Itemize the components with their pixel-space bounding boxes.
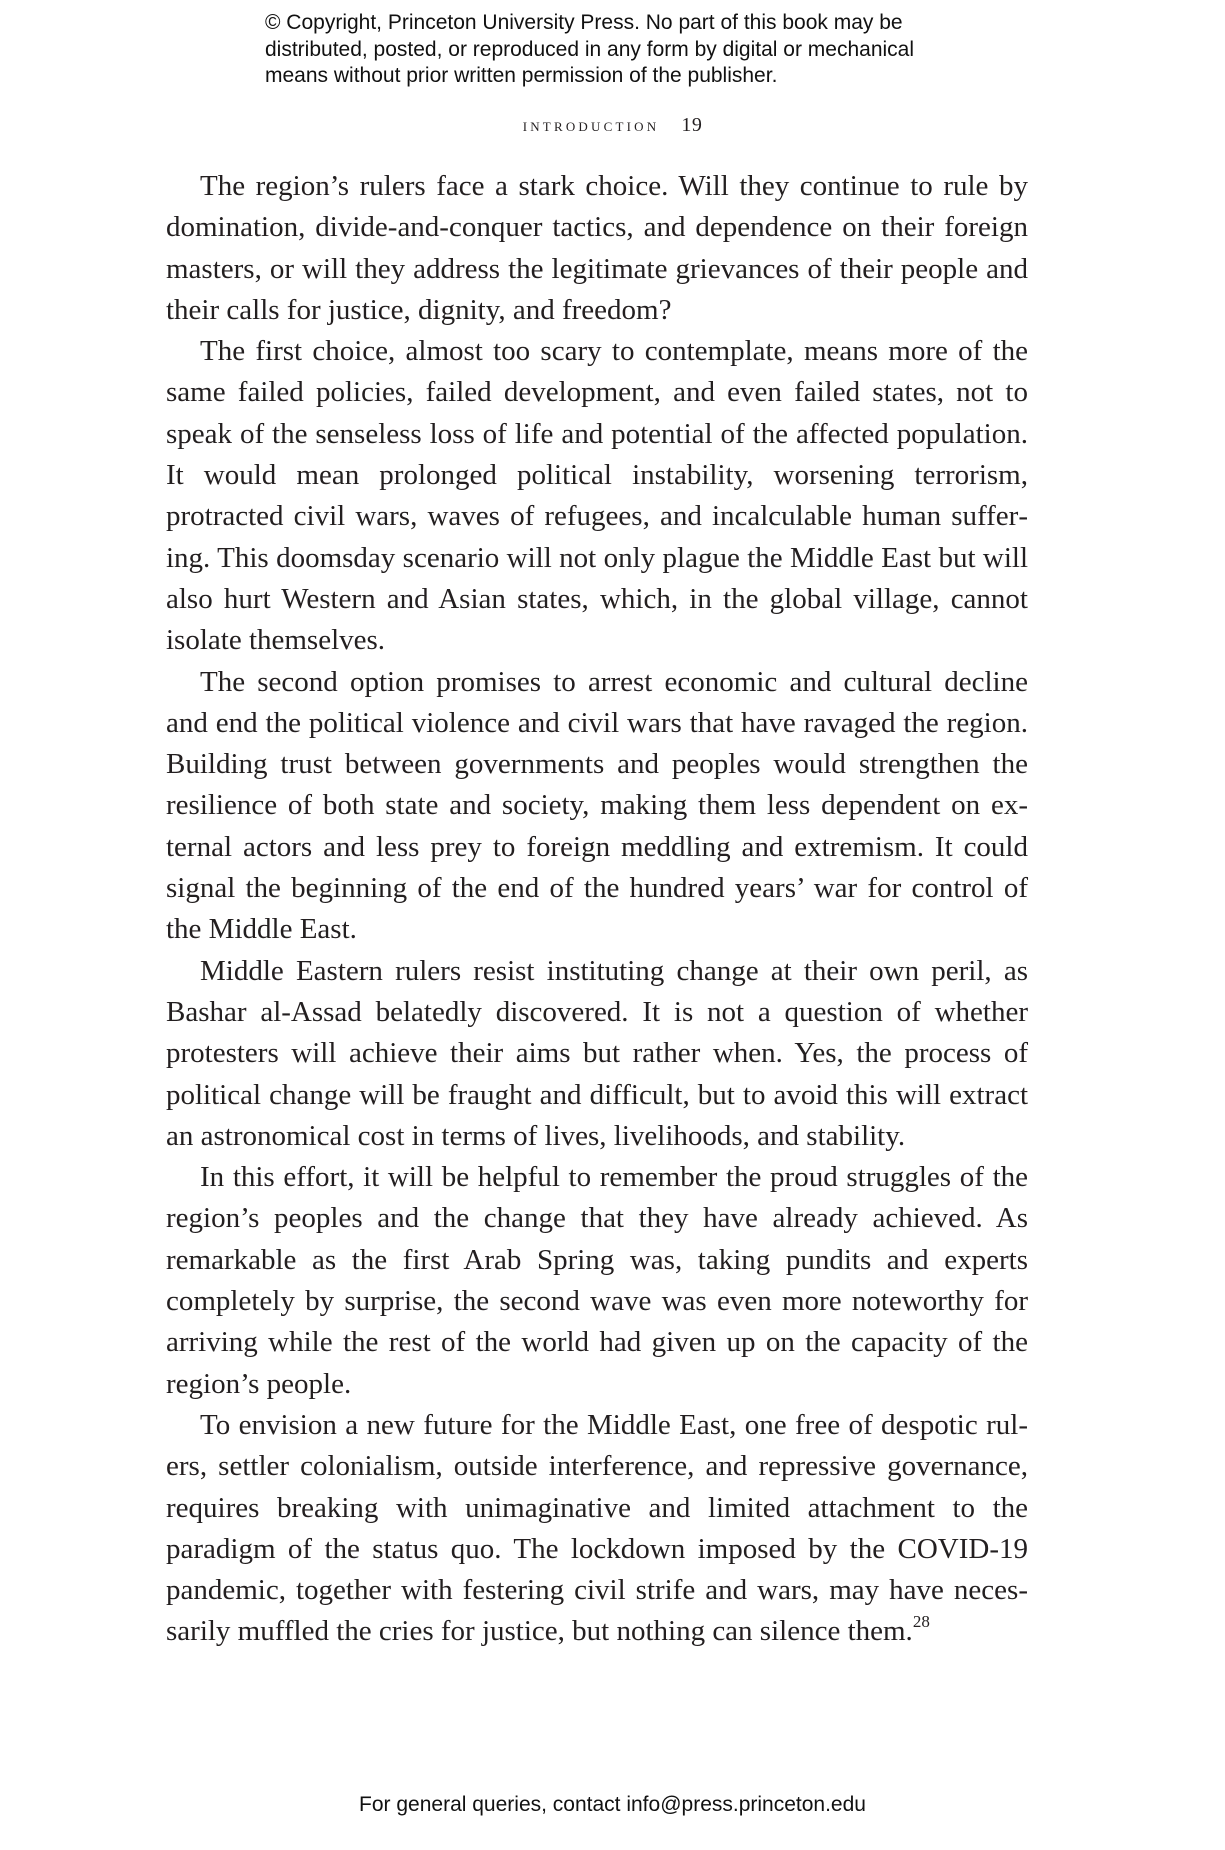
paragraph: The first choice, almost too scary to contemplate, means more of the same failed policies, failed development, and even failed states, not to speak of the senseless loss of life and potential of the affected population. It would mean prolonged political instability, worsening terrorism, protracted civil wars, waves of refugees, and incalculable human suffering. This doomsday scenario will not only plague the Middle East but will also hurt Western and Asian states, which, in the global village, cannot isolate themselves. — [166, 335, 1028, 657]
paragraph: In this effort, it will be helpful to remember the proud struggles of the region’s peoples and the change that they have already achieved. As remarkable as the first Arab Spring was, taking pundits and experts completely by surprise, the second wave was even more noteworthy for arriving while the rest of the world had given up on the capacity of the region’s people. — [166, 1161, 1028, 1400]
paragraph-text: To envision a new future for the Middle East, one free of despotic rulers, settler colonialism, outside interference, and repressive governance, requires breaking with unimaginative and limited attachment to the paradigm of the status quo. The lockdown imposed by the COVID-19 pandemic, together with festering civil strife and wars, may have necessarily muffled the cries for justice, but nothing can silence them. — [166, 1408, 1028, 1648]
paragraph: The region’s rulers face a stark choice. Will they continue to rule by domination, divide-and-conquer tactics, and dependence on their foreign masters, or will they address the legitimate grievances of their people and their calls for justice, dignity, and freedom? — [166, 170, 1028, 326]
page-number: 19 — [681, 114, 703, 136]
running-head — [0, 114, 1225, 137]
body-text — [166, 166, 1028, 1653]
copyright-line: means without prior written permission of the publisher. — [265, 64, 778, 87]
paragraph-last — [166, 1405, 1028, 1653]
copyright-notice — [265, 10, 985, 90]
paragraph: Middle Eastern rulers resist instituting change at their own peril, as Bashar al-Assad belatedly discovered. It is not a question of whether protesters will achieve their aims but rather when. Yes, the process of political change will be fraught and difficult, but to avoid this will extract an astronomical cost in terms of lives, livelihoods, and stability. — [166, 954, 1028, 1152]
running-head-title: introduction — [522, 115, 660, 135]
copyright-line: © Copyright, Princeton University Press. No part of this book may be — [265, 11, 903, 34]
paragraph: The second option promises to arrest economic and cultural decline and end the political violence and civil wars that have ravaged the region. Building trust between governments and peoples would strengthen the resilience of both state and society, making them less dependent on external actors and less prey to foreign meddling and extremism. It could signal the beginning of the end of the hundred years’ war for control of the Middle East. — [166, 665, 1028, 946]
footnote-marker[interactable]: 28 — [912, 1612, 930, 1632]
copyright-line: distributed, posted, or reproduced in any form by digital or mechanical — [265, 37, 915, 61]
footer-contact: For general queries, contact info@press.princeton.edu — [359, 1793, 866, 1816]
